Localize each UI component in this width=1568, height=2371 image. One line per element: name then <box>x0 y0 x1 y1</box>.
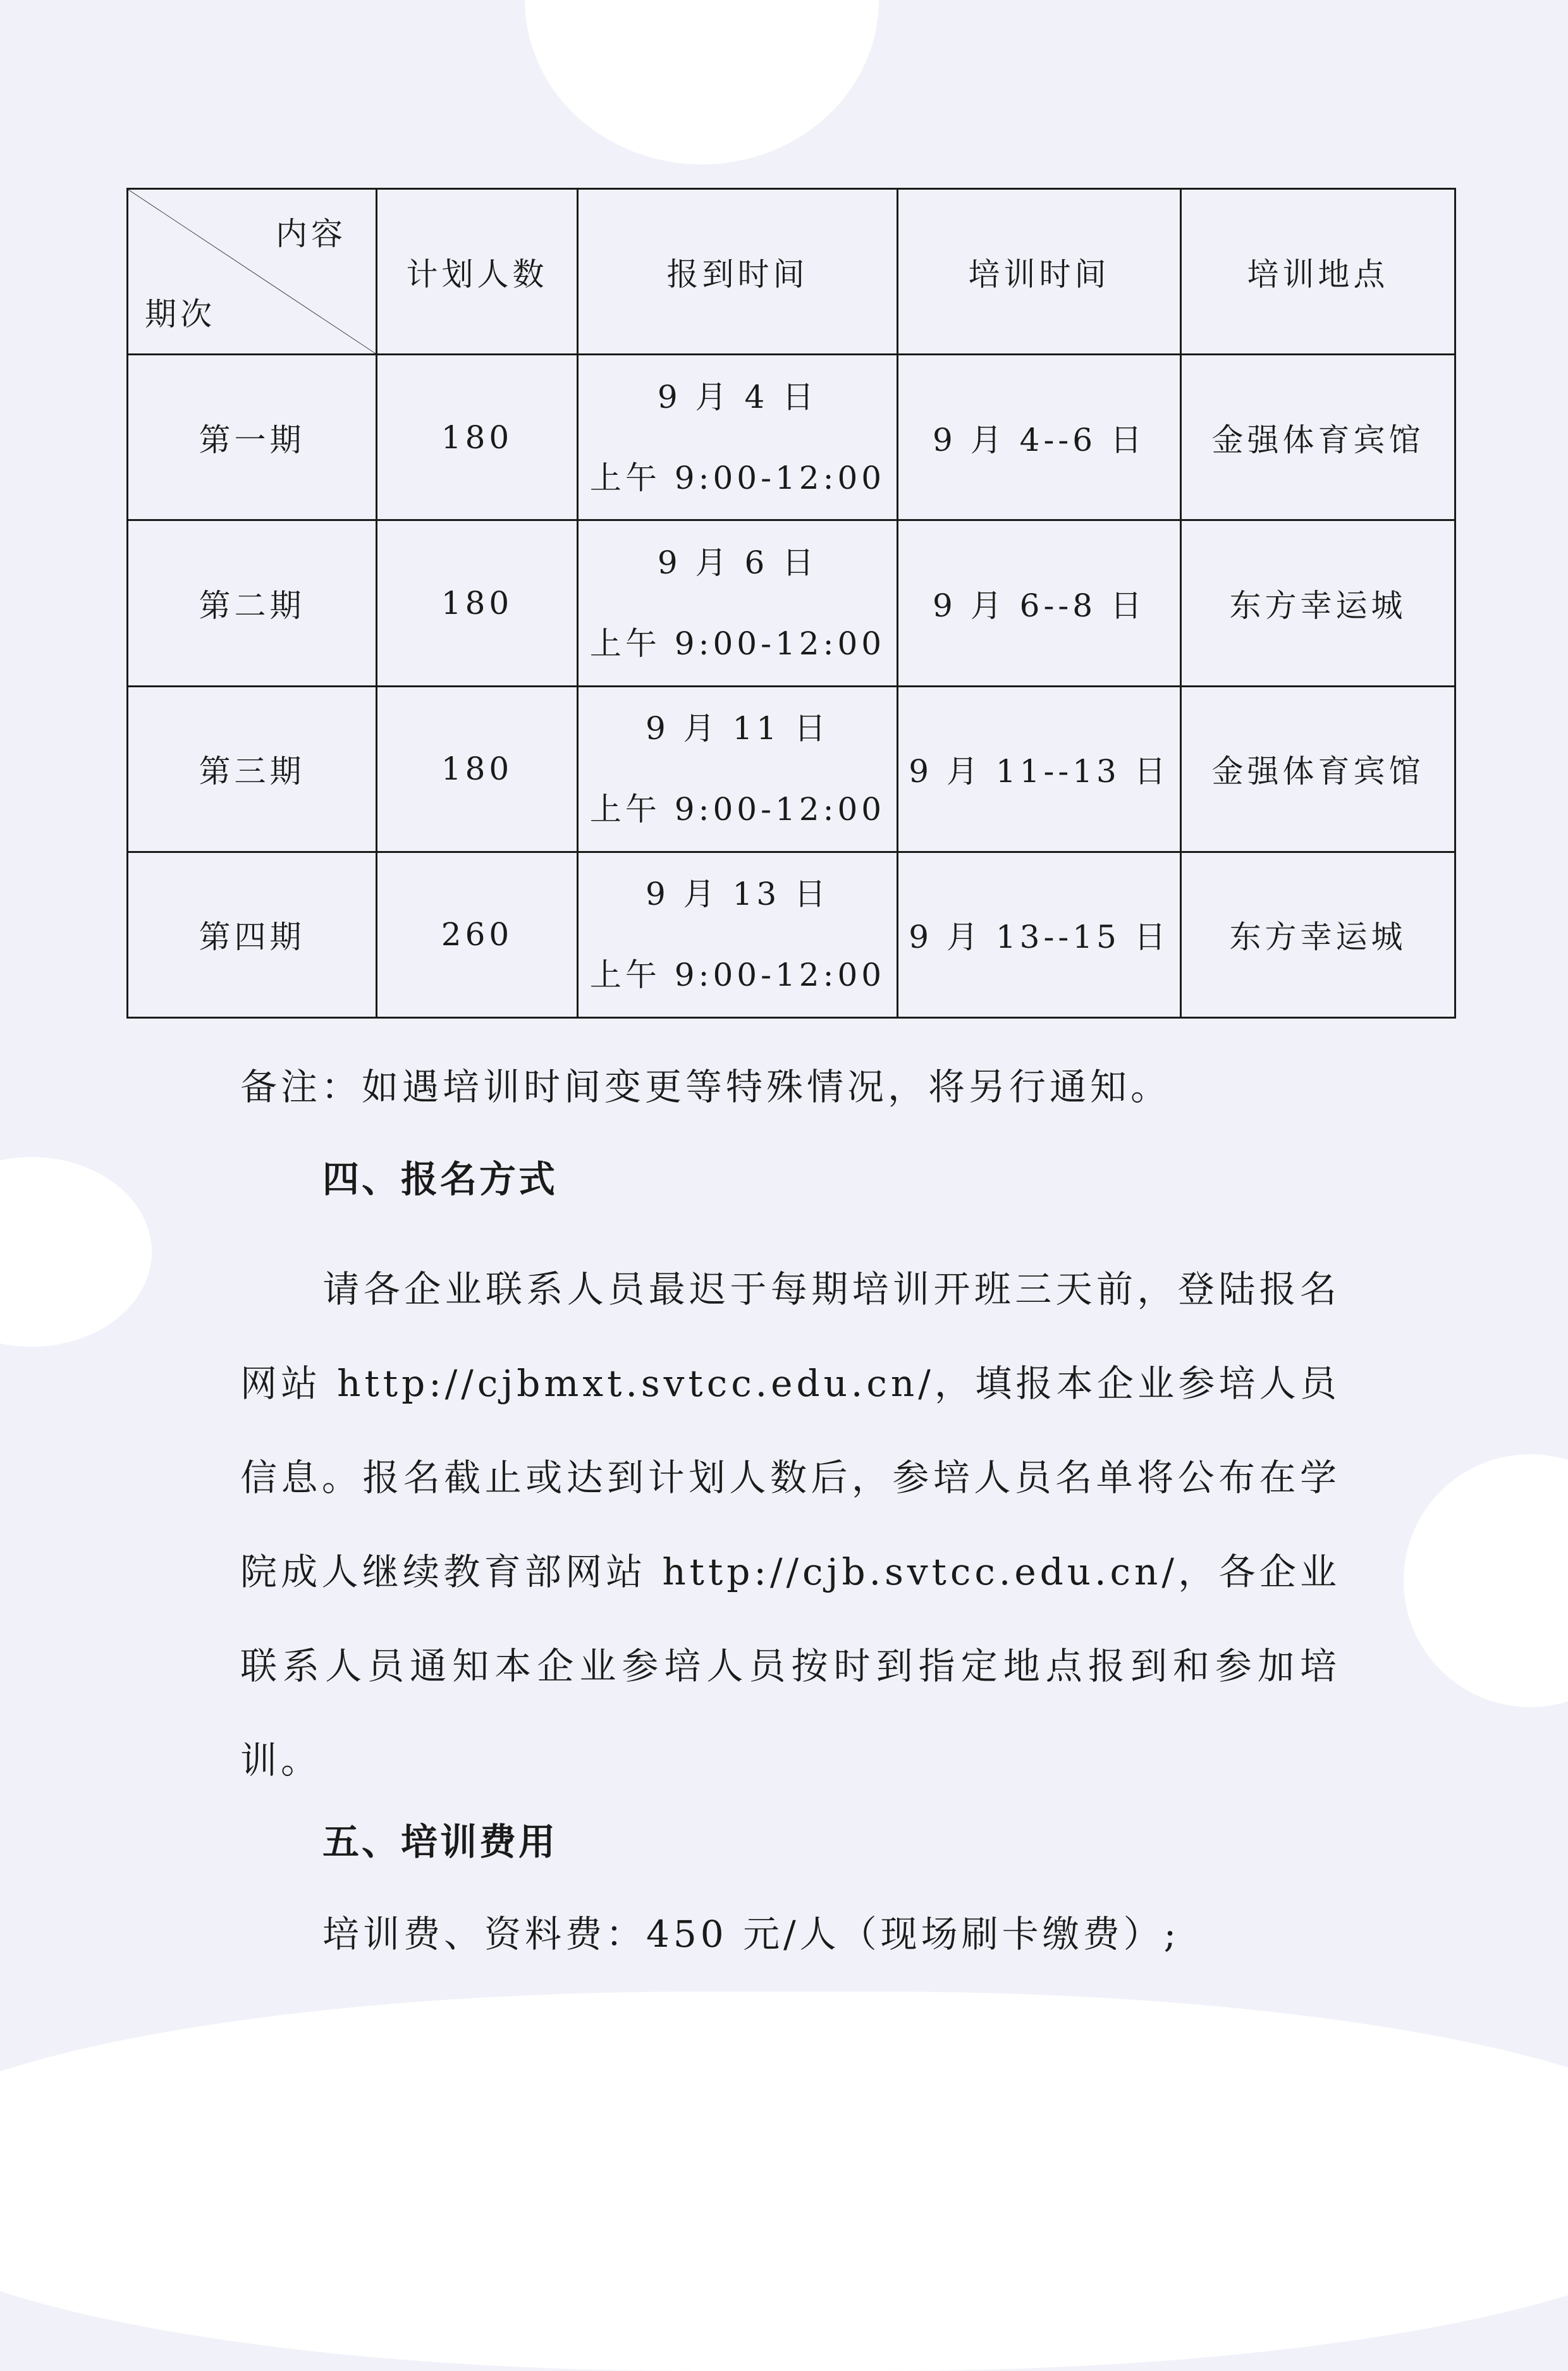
training-schedule-table <box>126 188 1456 1019</box>
cell-report <box>578 852 898 1017</box>
cell-count: 180 <box>377 355 578 520</box>
cell-training-time: 9 月 4--6 日 <box>898 355 1181 520</box>
cell-training-time: 9 月 13--15 日 <box>898 852 1181 1017</box>
cell-count: 180 <box>377 686 578 852</box>
cell-term: 第三期 <box>128 686 377 852</box>
report-date: 9 月 11 日 <box>645 710 830 747</box>
header-report-time: 报到时间 <box>578 189 898 355</box>
report-hours: 上午 9:00-12:00 <box>589 459 886 496</box>
cell-place: 金强体育宾馆 <box>1181 355 1455 520</box>
registration-paragraph <box>240 1242 1340 1808</box>
table-row <box>128 686 1455 852</box>
table-header-row <box>128 189 1455 355</box>
scan-blank-patch <box>1404 1454 1568 1707</box>
corner-label-content: 内容 <box>276 216 346 252</box>
report-hours: 上午 9:00-12:00 <box>589 625 886 662</box>
cell-report <box>578 686 898 852</box>
table-row <box>128 355 1455 520</box>
header-training-place: 培训地点 <box>1181 189 1455 355</box>
scan-blank-patch <box>0 1992 1568 2371</box>
cell-place: 东方幸运城 <box>1181 852 1455 1017</box>
registration-text: 请各企业联系人员最迟于每期培训开班三天前，登陆报名网站 http://cjbmxt.svtcc.edu.cn/，填报本企业参培人员信息。报名截止或达到计划人数后，参培人员名单将公布在学院成人继续教育部网站 http://cjb.svtcc.edu.cn/，各企业联系人员通知本企业参培人员按时到指定地点报到和参加培训。 <box>240 1268 1340 1782</box>
table-row <box>128 852 1455 1017</box>
header-training-time: 培训时间 <box>898 189 1181 355</box>
fee-line: 培训费、资料费：450 元/人（现场刷卡缴费）; <box>322 1913 1180 1956</box>
report-date: 9 月 6 日 <box>657 544 818 581</box>
cell-term: 第二期 <box>128 520 377 686</box>
cell-count: 180 <box>377 520 578 686</box>
cell-training-time: 9 月 11--13 日 <box>898 686 1181 852</box>
cell-place: 金强体育宾馆 <box>1181 686 1455 852</box>
cell-term: 第一期 <box>128 355 377 520</box>
section-heading-registration: 四、报名方式 <box>322 1158 558 1201</box>
table-remark: 备注：如遇培训时间变更等特殊情况，将另行通知。 <box>240 1065 1172 1108</box>
cell-training-time: 9 月 6--8 日 <box>898 520 1181 686</box>
section-heading-fees: 五、培训费用 <box>322 1820 558 1863</box>
report-hours: 上午 9:00-12:00 <box>589 791 886 828</box>
cell-count: 260 <box>377 852 578 1017</box>
cell-report <box>578 520 898 686</box>
scan-blank-patch <box>525 0 879 164</box>
table-row <box>128 520 1455 686</box>
header-planned-count: 计划人数 <box>377 189 578 355</box>
diagonal-header-cell <box>128 189 377 355</box>
cell-place: 东方幸运城 <box>1181 520 1455 686</box>
report-hours: 上午 9:00-12:00 <box>589 957 886 994</box>
report-date: 9 月 4 日 <box>657 378 818 415</box>
report-date: 9 月 13 日 <box>645 876 830 913</box>
cell-report <box>578 355 898 520</box>
scan-blank-patch <box>0 1157 152 1347</box>
cell-term: 第四期 <box>128 852 377 1017</box>
corner-label-term: 期次 <box>145 296 216 333</box>
